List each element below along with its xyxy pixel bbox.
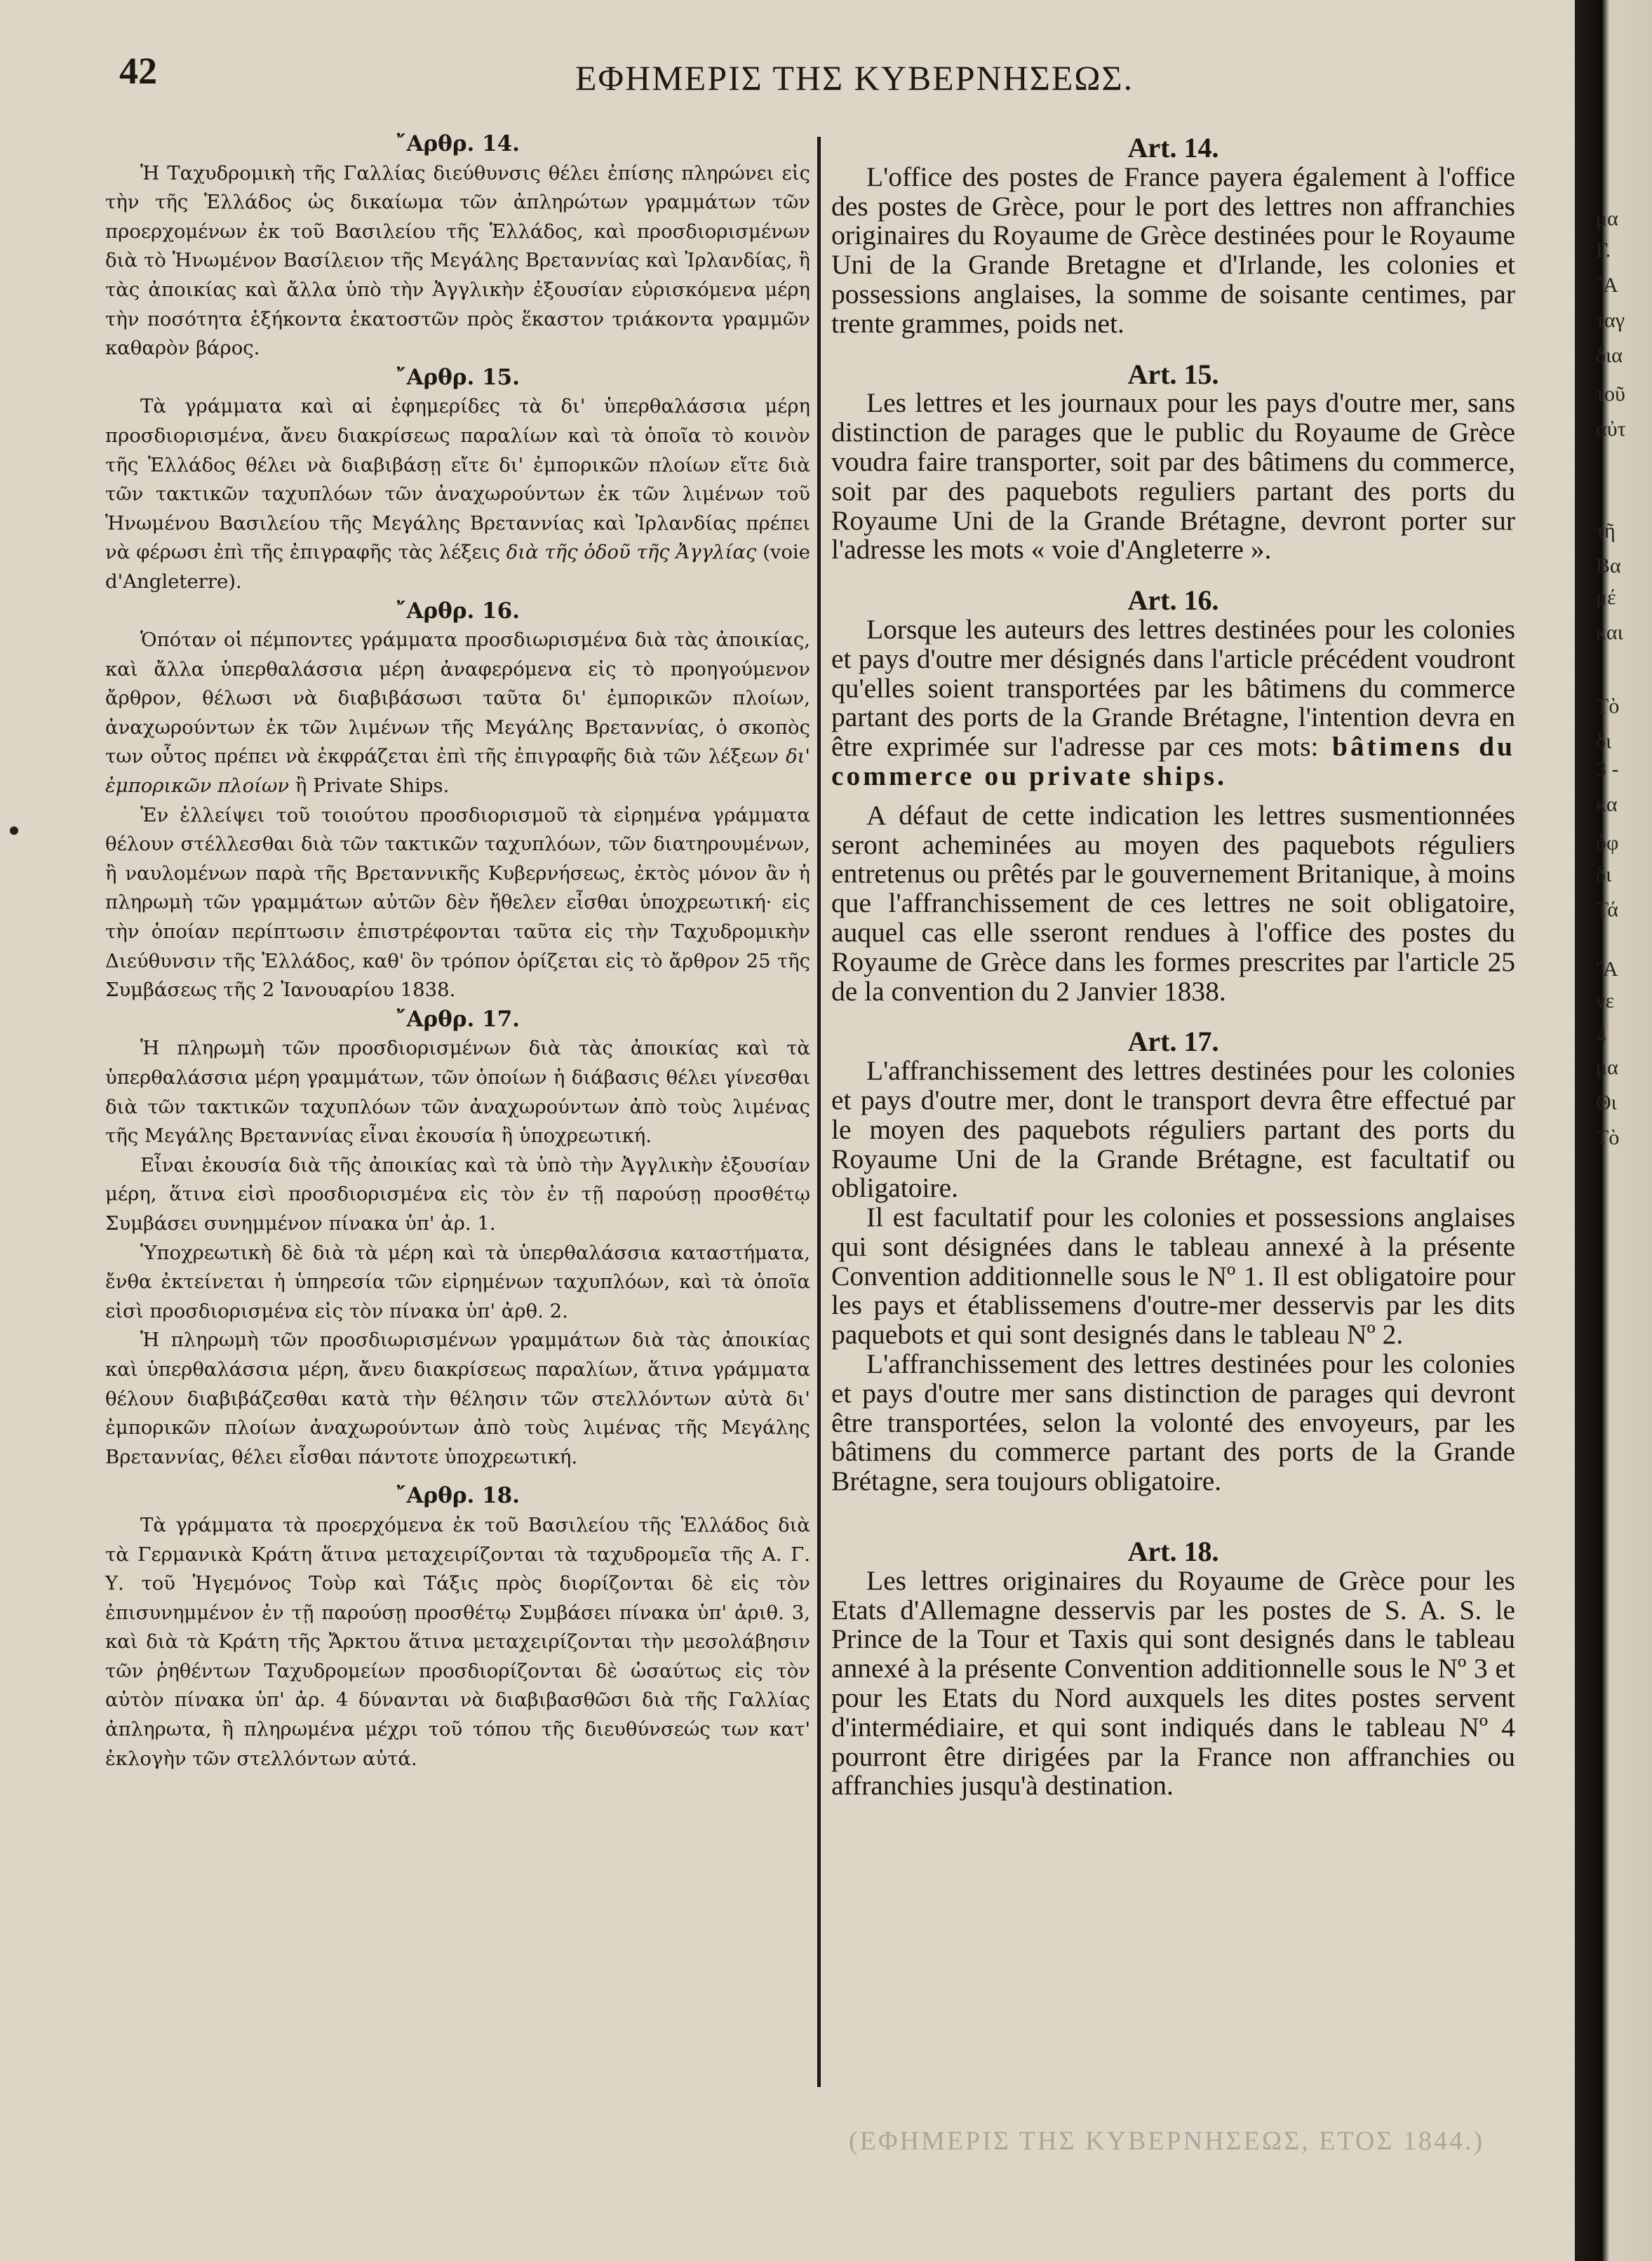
edge-fragment: Τὸ (1596, 1126, 1620, 1149)
adjacent-page-edge (1575, 0, 1652, 2261)
page-title: ΕΦΗΜΕΡΙΣ ΤΗΣ ΚΥΒΕΡΝΗΣΕΩΣ. (575, 58, 1134, 98)
greek-article-15-heading: ῎Αρθρ. 15. (396, 364, 520, 390)
greek-article-17-text: Ἡ πληρωμὴ τῶν προσδιορισμένων διὰ τὰς ἀποικίας καὶ τὰ ὑπερθαλάσσια μέρη γραμμάτων, τῶν ὁποίων ἡ διάβασις θέλει γίνεσθαι διὰ τῶν τακτικῶν ταχυπλόων τῶν ἀναχωρούντων ἀπὸ τοὺς λιμένας τῆς Μεγάλης Βρεταννίας εἶναι ἐκουσία ἢ ὑποχρεωτική. (105, 1037, 810, 1148)
edge-fragment: μέ (1596, 586, 1616, 609)
edge-fragment: και (1596, 621, 1623, 644)
edge-fragment: δια (1596, 344, 1623, 367)
french-article-18-text: Les lettres originaires du Royaume de Grèce pour les Etats d'Allemagne desservis par les postes de S. A. S. le Prince de la Tour et Taxis qui sont designés dans le tableau annexé à la présente Convention additionnelle sous le Nº 3 et pour les Etats du Nord auxquels les dites postes servent d'intermédiaire, et qui sont indiqués dans le tableau Nº 4 pourront être dirigées par la France non affranchies ou affranchies jusqu'à destination. (831, 1564, 1515, 1802)
french-article-16-heading: Art. 16. (1127, 584, 1219, 617)
greek-article-14-heading: ῎Αρθρ. 14. (396, 131, 520, 156)
french-article-17-heading: Art. 17. (1127, 1026, 1219, 1058)
edge-fragment: Βα (1596, 554, 1621, 577)
french-column (831, 133, 1515, 1801)
edge-fragment: αὐτ (1596, 417, 1626, 441)
edge-fragment: νε (1596, 989, 1615, 1012)
column-divider (817, 137, 821, 2087)
greek-article-17-text-2: Εἶναι ἐκουσία διὰ τῆς ἀποικίας καὶ τὰ ὑπὸ τὴν Ἀγγλικὴν ἐξουσίαν μέρη, ἅτινα εἰσὶ προσδιορισμένα εἰς τὸν ἐν τῇ παρούσῃ προσθέτῳ Συμβάσει συνημμένον πίνακα ὑπ' ἀρ. 1. (105, 1153, 810, 1235)
edge-fragment: τοῦ (1596, 382, 1625, 405)
edge-fragment: Γ. (1596, 239, 1611, 262)
french-article-14-text: L'office des postes de France payera également à l'office des postes de Grèce, pour le port des lettres non affranchies originaires du Royaume de Grèce destinées pour le Royaume Uni de la Grande Bretagne et d'Irlande, les colonies et possessions anglaises, la somme de soisante centimes, par trente grammes, poids net. (831, 161, 1515, 339)
greek-article-16-text (105, 626, 810, 801)
edge-fragment: δι (1596, 730, 1612, 753)
french-article-17-text-3: L'affranchissement des lettres destinées pour les colonies et pays d'outre mer sans distinction de parages qui devront être transportées, selon la volonté des envoyeurs, par les bâtimens du commerce partant des ports de la Grande Brétagne, sera toujours obligatoire. (831, 1348, 1515, 1497)
ink-spot (10, 826, 18, 835)
greek-article-16-text-2: Ἐν ἐλλείψει τοῦ τοιούτου προσδιορισμοῦ τὰ εἰρημένα γράμματα θέλουν στέλλεσθαι διὰ τῶν τακτικῶν ταχυπλόων, τῶν διατηρουμένων, ἢ ναυλομένων παρὰ τῆς Βρεταννικῆς Κυβερνήσεως, ἐκτὸς μόνον ἂν ἡ πληρωμὴ τῶν γραμμάτων αὐτῶν δὲν ἤθελεν εἶσθαι ὑποχρεωτική· εἰς τὴν ὁποίαν περίπτωσιν ἐπιστρέφονται ταῦτα εἰς τὴν Ταχυδρομικὴν Διεύθυνσιν τῆς Ἑλλάδος, καθ' ὃν τρόπον ὁρίζεται εἰς τὸ ἄρθρον 25 τῆς Συμβάσεως τῆς 2 Ἰανουαρίου 1838. (105, 803, 810, 1002)
edge-fragment: δι (1596, 863, 1612, 886)
edge-fragment: 3 - (1596, 758, 1619, 781)
greek-article-14-text: Ἡ Ταχυδρομικὴ τῆς Γαλλίας διεύθυνσις θέλει ἐπίσης πληρώνει εἰς τὴν τῆς Ἑλλάδος ὡς δικαίωμα τῶν ἀπληρώτων γραμμάτων τῶν προερχομένων ἐκ τοῦ Βασιλείου τῆς Ἑλλάδος, καὶ προσδιορισμένων διὰ τὸ Ἡνωμένον Βασίλειον τῆς Μεγάλης Βρεταννίας καὶ Ἰρλανδίας, ἢ τὰς ἀποικίας καὶ ἄλλα ὑπὸ τὴν Ἀγγλικὴν ἐξουσίαν εὑρισκόμενα μέρη τὴν ποσότητα ἑξήκοντα ἑκατοστῶν πρὸς ἕκαστον τριάκοντα γραμμῶν καθαρὸν βάρος. (105, 161, 810, 360)
page-number: 42 (119, 50, 157, 92)
greek-article-17-text-3: Ὑποχρεωτικὴ δὲ διὰ τὰ μέρη καὶ τὰ ὑπερθαλάσσια καταστήματα, ἔνθα ἐκτείνεται ἡ ὑπηρεσία τῶν εἰρημένων ταχυπλόων, καὶ τὰ ὁποῖα εἰσὶ προσδιορισμένα εἰς τὸν πίνακα ὑπ' ἀρθ. 2. (105, 1241, 810, 1322)
greek-article-16-italic: δι' ἐμπορικῶν πλοίων (105, 745, 810, 798)
french-article-15-text: Les lettres et les journaux pour les pays d'outre mer, sans distinction de parages que le public du Royaume de Grèce voudra faire transporter, soit par des bâtimens du commerce, soit par des paquebots reguliers partant des ports du Royaume Uni de la Grande Brétagne, devront porter sur l'adresse les mots « voie d'Angleterre ». (831, 387, 1515, 565)
edge-fragment: μα (1596, 1056, 1618, 1079)
french-article-16-text-2: A défaut de cette indication les lettres susmentionnées seront acheminées au moyen des paquebots réguliers entretenus ou prêtés par le gouvernement Britanique, à moins que l'affranchissement de ces lettres ne soit obligatoire, auquel cas elle sseront rendues à l'office des postes du Royaume de Grèce dans les formes prescrites par l'article 25 de la convention du 2 Janvier 1838. (831, 799, 1515, 1007)
greek-article-18-heading: ῎Αρθρ. 18. (396, 1483, 520, 1509)
edge-fragment: Θι (1596, 1091, 1617, 1114)
french-article-16-spaced: bâtimens du commerce ou private ships. (831, 731, 1516, 791)
greek-article-16-tail: ἢ Private Ships. (295, 774, 450, 798)
edge-fragment: ταγ (1596, 309, 1625, 332)
greek-article-15-text (105, 392, 810, 596)
greek-article-15-tail: (voie d'Angleterre). (105, 541, 810, 593)
greek-article-18-text: Τὰ γράμματα τὰ προερχόμενα ἐκ τοῦ Βασιλείου τῆς Ἑλλάδος διὰ τὰ Γερμανικὰ Κράτη ἅτινα μεταχειρίζονται τὰ ταχυδρομεῖα τῆς Α. Γ. Υ. τοῦ Ἡγεμόνος Τοὺρ καὶ Τάξις πρὸς διορίζονται δὲ εἰς τὸν ἐπισυνημμένον ἐν τῇ παρούσῃ προσθέτῳ Συμβάσει πίνακα ὑπ' ἀριθ. 3, καὶ διὰ τὰ Κράτη τῆς Ἄρκτου ἅτινα μεταχειρίζονται τὴν μεσολάβησιν τῶν ῥηθέντων Ταχυδρομείων προσδιορίζονται δὲ ὡσαύτως εἰς τὸν αὐτὸν πίνακα ὑπ' ἀρ. 4 δύνανται νὰ διαβιβασθῶσι διὰ τῆς Γαλλίας ἀπληρωτα, ἢ πληρωμένα μέχρι τοῦ τόπου τῆς διευθύνσεώς των κατ' ἐκλογὴν τῶν στελλόντων αὐτά. (105, 1513, 810, 1770)
edge-fragment: τῆ (1596, 519, 1616, 542)
greek-article-15-italic: διὰ τῆς ὁδοῦ τῆς Ἀγγλίας (506, 541, 757, 564)
edge-fragment: 4 (1596, 1024, 1606, 1047)
french-article-15-heading: Art. 15. (1127, 358, 1219, 390)
edge-fragment: μα (1596, 207, 1618, 230)
edge-fragment: κα (1596, 793, 1618, 816)
edge-fragment: ῞Α (1596, 274, 1618, 297)
french-article-18-heading: Art. 18. (1127, 1536, 1219, 1568)
greek-article-17-text-4: Ἡ πληρωμὴ τῶν προσδιωρισμένων γραμμάτων διὰ τὰς ἀποικίας καὶ ὑπερθαλάσσια μέρη, ἄνευ διακρίσεως παραλίων, ἅτινα γράμματα θέλουν διαβιβάζεσθαι κατὰ τὴν θέλησιν τῶν στελλόντων αὐτὰ δι' ἐμπορικῶν πλοίων ἀναχωρούντων ἀπὸ τοὺς λιμένας τῆς Μεγάλης Βρεταννίας, θέλει εἶσθαι πάντοτε ὑποχρεωτική. (105, 1329, 810, 1468)
greek-article-16-body: Ὁπόταν οἱ πέμποντες γράμματα προσδιωρισμένα διὰ τὰς ἀποικίας, καὶ ἄλλα ὑπερθαλάσσια μέρη ἀναφερόμενα εἰς τὸ προηγούμενον ἄρθρον, θέλωσι νὰ διαβιβάσωσι ταῦτα δι' ἐμπορικῶν πλοίων, ἀναχωρούντων ἐκ τῶν λιμένων τῆς Μεγάλης Βρεταννίας, ὁ σκοπὸς των οὗτος πρέπει νὰ ἐκφράζεται ἐπὶ τῆς ἐπιγραφῆς διὰ τῶν λέξεων (105, 629, 810, 768)
greek-article-16-heading: ῎Αρθρ. 16. (396, 598, 520, 624)
french-article-17-text-2: Il est facultatif pour les colonies et possessions anglaises qui sont désignées dans le tableau annexé à la présente Convention additionnelle sous le Nº 1. Il est obligatoire pour les pays et établissemens d'outre-mer desservis par les dits paquebots et qui sont designés dans le tableau Nº 2. (831, 1202, 1515, 1350)
edge-fragment: ὀφ (1596, 831, 1619, 854)
edge-fragment: ῞Α (1596, 958, 1618, 981)
french-article-14-heading: Art. 14. (1127, 132, 1219, 163)
french-article-16-text (831, 615, 1515, 791)
french-article-16-body: Lorsque les auteurs des lettres destinées pour les colonies et pays d'outre mer désignés dans l'article précédent voudront qu'elles soient transportées par les bâtimens du commerce partant des ports de la Grande Brétagne, l'intention devra en être exprimée sur l'adresse par ces mots: (831, 613, 1515, 763)
greek-article-17-heading: ῎Αρθρ. 17. (396, 1006, 520, 1032)
french-article-17-text: L'affranchissement des lettres destinées pour les colonies et pays d'outre mer, dont le transport devra être effectué par le moyen des paquebots réguliers partant des ports du Royaume Uni de la Grande Brétagne, est facultatif ou obligatoire. (831, 1055, 1515, 1204)
greek-column (105, 130, 810, 1773)
greek-article-15-body: Τὰ γράμματα καὶ αἱ ἐφημερίδες τὰ δι' ὑπερθαλάσσια μέρη προσδιορισμένα, ἄνευ διακρίσεως παραλίων καὶ τὰ ὁποῖα τὸ κοινὸν τῆς Ἑλλάδος θέλει νὰ διαβιβάσῃ εἴτε δι' ἐμπορικῶν πλοίων εἴτε διὰ τῶν τακτικῶν ταχυπλόων τῶν ἀναχωρούντων ἐκ τῶν λιμένων τοῦ Ἡνωμένου Βασιλείου τῆς Μεγάλης Βρεταννίας καὶ Ἰρλανδίας πρέπει νὰ φέρωσι ἐπὶ τῆς ἐπιγραφῆς τὰς λέξεις (105, 395, 810, 564)
edge-fragment: Τά (1596, 898, 1618, 921)
bleed-through-text: (ΕΦΗΜΕΡΙΣ ΤΗΣ ΚΥΒΕΡΝΗΣΕΩΣ, ΕΤΟΣ 1844.) (849, 2126, 1485, 2156)
edge-fragment: Τὸ (1596, 695, 1620, 718)
